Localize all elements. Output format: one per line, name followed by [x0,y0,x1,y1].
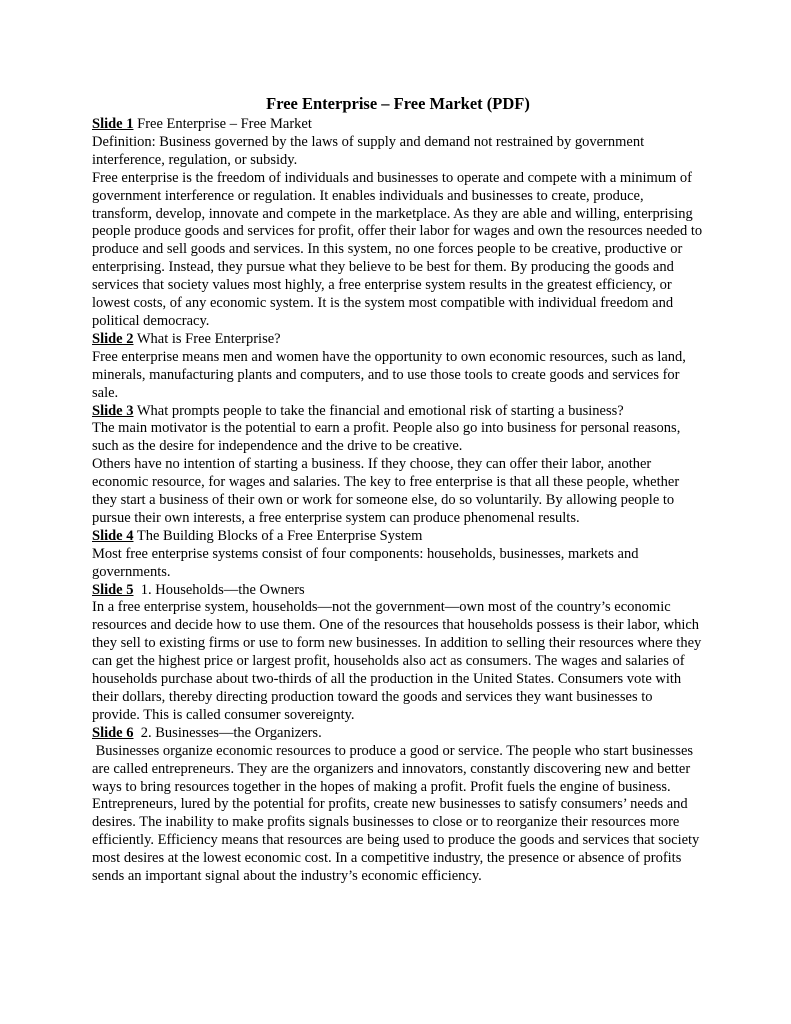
slide-heading [92,528,704,546]
paragraph [92,546,704,582]
slide-label: Slide 2 [92,330,134,347]
paragraph-text: Most free enterprise systems consist of four components: households, businesses, markets and governments. [92,545,643,580]
paragraph-text: In a free enterprise system, households—not the government—own most of the country’s economic resources and decide how to use them. One of the resources that households possess is their labor, which they sell to existing firms or use to form new businesses. In addition to selling their resources where they can get the highest price or largest profit, households also act as consumers. The wages and salaries of households purchase about two-thirds of all the production in the United States. Consumers vote with their dollars, thereby directing production toward the goods and services they want businesses to provide. This is called consumer sovereignty. [92,599,705,723]
paragraph-text: What is Free Enterprise? [133,330,281,347]
slide-label: Slide 5 [92,581,134,598]
paragraph-text: What prompts people to take the financial and emotional risk of starting a business? [133,402,624,419]
paragraph [92,349,704,403]
slide-heading [92,116,704,134]
slide-heading [92,331,704,349]
slide-heading [92,725,704,743]
paragraph [92,170,704,331]
slide-label: Slide 3 [92,402,134,419]
paragraph-text: 1. Households—the Owners [133,581,305,598]
paragraph-text: Free enterprise is the freedom of individuals and businesses to operate and compete with a minimum of government interference or regulation. It enables individuals and businesses to create, produce, transform, develop, innovate and compete in the marketplace. As they are able and willing, enterprising people produce goods and services for profit, offer their labor for wages and own the resources needed to produce and sell goods and services. In this system, no one forces people to be creative, productive or enterprising. Instead, they pursue what they believe to be best for them. By producing the goods and services that society values most highly, a free enterprise system results in the greatest efficiency, or lowest costs, of any economic system. It is the system most compatible with individual freedom and political democracy. [92,169,706,329]
document-page [92,94,704,886]
paragraph-text: Free Enterprise – Free Market [133,116,312,132]
paragraph-text: Free enterprise means men and women have the opportunity to own economic resources, such as land, minerals, manufacturing plants and computers, and to use those tools to create goods and services for sale. [92,348,690,401]
paragraph [92,599,704,724]
paragraph-text: 2. Businesses—the Organizers. [133,724,322,741]
document-title: Free Enterprise – Free Market (PDF) [266,94,530,113]
document-body [92,116,704,886]
slide-label: Slide 4 [92,527,134,544]
paragraph-text: Others have no intention of starting a business. If they choose, they can offer their labor, another economic resource, for wages and salaries. The key to free enterprise is that all these people, whether they start a business of their own or work for someone else, do so voluntarily. By allowing people to pursue their own interests, a free enterprise system can produce phenomenal results. [92,456,683,526]
paragraph [92,420,704,456]
paragraph-text: Businesses organize economic resources to produce a good or service. The people who start businesses are called entrepreneurs. They are the organizers and innovators, constantly discovering new and better ways to bring resources together in the hopes of making a profit. Profit fuels the engine of business. Entrepreneurs, lured by the potential for profits, create new businesses to satisfy consumers’ needs and desires. The inability to make profits signals businesses to close or to reorganize their resources more efficiently. Efficiency means that resources are being used to produce the goods and services that society most desires at the lowest economic cost. In a competitive industry, the presence or absence of profits sends an important signal about the industry’s economic efficiency. [92,742,703,885]
paragraph-text: The main motivator is the potential to earn a profit. People also go into business for personal reasons, such as the desire for independence and the drive to be creative. [92,420,684,455]
slide-heading [92,403,704,421]
paragraph [92,456,704,528]
slide-label: Slide 1 [92,116,134,132]
paragraph [92,134,704,170]
paragraph-text: The Building Blocks of a Free Enterprise System [133,527,423,544]
slide-label: Slide 6 [92,724,134,741]
paragraph-text: Definition: Business governed by the laws of supply and demand not restrained by government interference, regulation, or subsidy. [92,133,648,168]
paragraph [92,743,704,886]
slide-heading [92,582,704,600]
